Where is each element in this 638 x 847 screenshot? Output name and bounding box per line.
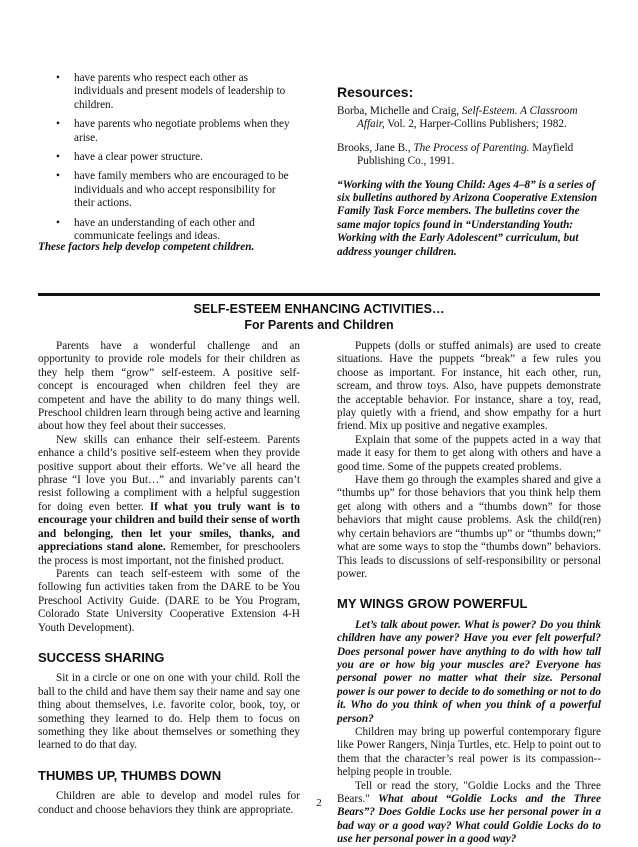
factors-note: These factors help develop competent children. (38, 241, 255, 253)
resources-list (337, 105, 605, 259)
bullet-list (50, 72, 290, 249)
success-sharing-heading: SUCCESS SHARING (38, 649, 165, 665)
success-sharing-text: Sit in a circle or one on one with your child. Roll the ball to the child and have them say their name and say one thing about themselves, i.e. favorite color, book, toy, or something they learned to do. Help them to focus on something they like about themselves or something they learned to do that day. (38, 672, 300, 752)
power-questions: Let’s talk about power. What is power? Do you think children have any power? Have you ever felt powerful? Does personal power have anything to do with how tall you are or how big your muscles are? Everyone has personal power no matter what their size. Personal power is our power to decide to do something or not to do it. Who do you think of when you think of a powerful person? (337, 618, 601, 725)
list-item: • have parents who respect each other as individuals and present models of leadership to children. (56, 72, 286, 111)
list-item: • have family members who are encouraged to be individuals and who accept responsibility for their actions. (56, 170, 289, 210)
examples-paragraph: Have them go through the examples shared and give a “thumbs up” for those behaviors that you think help them get along with others and a “thumbs down” for those behaviors that might cause problems. Ask the child(ren) why certain behaviors are “thumbs up” or “thumbs down;” what are some ways to stop the “thumbs down” behaviors. This leads to discussions of self-responsibility or personal power. (337, 474, 601, 580)
skills-paragraph: New skills can enhance their self-esteem. Parents enhance a child’s positive self-esteem when they provide positive support about their efforts. We’ve all heard the phrase “I love you But…” and invariably parents can’t resist following a compliment with a helpful suggestion for doing even better. If what you truly want is to encourage your children and build their sense of worth and belonging, then let your smiles, thanks, and appreciations stand alone. Remember, for preschoolers the process is most important, not the finished product. (38, 433, 301, 567)
section-divider (38, 293, 600, 296)
right-column (337, 340, 601, 847)
bullet-icon: • (56, 72, 60, 84)
intro-paragraph: Parents have a wonderful challenge and an opportunity to provide role models for their children as they help them “grow” self-esteem. A positive self-concept is encouraged when children feel they are competent and have the ability to do many things well. Preschool children learn through being active and learning about how they feel about their successes. (38, 340, 300, 433)
puppets-paragraph: Puppets (dolls or stuffed animals) are used to create situations. Have the puppets “break” a few rules you choose as important. For instance, hit each other, run, scream, and throw toys. Also, have puppets demonstrate the acceptable behavior. For instance, share a toy, read, play quietly with a friend, and show empathy for a hurt friend. Mix up positive and negative examples. (337, 340, 601, 433)
explain-paragraph: Explain that some of the puppets acted in a way that made it easy for them to get along with others and have a good time. Some of the puppets created problems. (337, 433, 601, 473)
bullet-icon: • (56, 118, 60, 131)
wings-heading: MY WINGS GROW POWERFUL (337, 596, 528, 612)
goldie-paragraph: Tell or read the story, "Goldie Locks and the Three Bears." What about “Goldie Locks and the Three Bears”? Does Goldie Locks use her personal power in a bad way or a good way? What could Goldie Locks do to use her personal power in a good way? (337, 779, 601, 846)
bulletin-note: “Working with the Young Child: Ages 4–8” is a series of six bulletins authored by Arizona Cooperative Extension Family Task Force members. The bulletins cover the same major topics found in “Understanding Youth: Working with the Early Adolescent” curriculum, but address younger children. (337, 178, 598, 258)
list-item: • have an understanding of each other and communicate feelings and ideas. (56, 216, 255, 243)
reference-borba: Borba, Michelle and Craig, Self-Esteem. A Classroom Affair, Vol. 2, Harper-Collins Publishers; 1982. (337, 105, 578, 131)
list-item: • have parents who negotiate problems when they arise. (56, 118, 290, 144)
list-item: • have a clear power structure. (56, 151, 203, 164)
page-number: 2 (316, 797, 322, 809)
bullet-icon: • (56, 216, 60, 229)
figures-paragraph: Children may bring up powerful contemporary figure like Power Rangers, Ninja Turtles, etc. Help to point out to them that the character’s real power is its compassion--helping people in trouble. (337, 725, 601, 779)
thumbs-text: Children are able to develop and model rules for conduct and choose behaviors they think are appropriate. (38, 790, 300, 816)
reference-brooks: Brooks, Jane B., The Process of Parenting. Mayfield Publishing Co., 1991. (337, 141, 574, 168)
left-column (38, 340, 300, 817)
resources-heading: Resources: (337, 84, 414, 100)
thumbs-heading: THUMBS UP, THUMBS DOWN (38, 767, 222, 783)
page-title: SELF-ESTEEM ENHANCING ACTIVITIES… For Parents and Children (193, 302, 445, 332)
bullet-icon: • (56, 151, 60, 164)
bullet-icon: • (56, 170, 60, 183)
activities-paragraph: Parents can teach self-esteem with some of the following fun activities taken from the DARE to be You Preschool Activity Guide. (DARE to be You Program, Colorado State University Cooperative Extension 4-H Youth Development). (38, 567, 300, 634)
